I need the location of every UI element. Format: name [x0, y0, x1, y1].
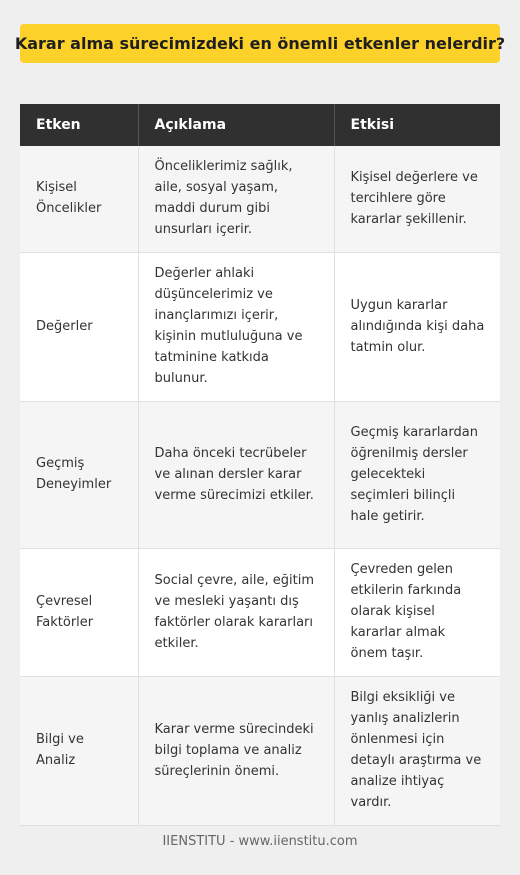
factor-cell: Değerler — [20, 253, 138, 402]
table-row — [20, 402, 500, 549]
column-header-description: Açıklama — [138, 104, 334, 146]
effect-cell: Kişisel değerlere ve tercihlere göre kararlar şekillenir. — [334, 146, 500, 253]
factor-cell: Bilgi ve Analiz — [20, 677, 138, 826]
table-row — [20, 677, 500, 826]
table-row — [20, 146, 500, 253]
effect-cell: Geçmiş kararlardan öğrenilmiş dersler gelecekteki seçimleri bilinçli hale getirir. — [334, 402, 500, 549]
page-title: Karar alma sürecimizdeki en önemli etkenler nelerdir? — [20, 24, 500, 63]
column-header-effect: Etkisi — [334, 104, 500, 146]
table-row — [20, 549, 500, 677]
description-cell: Önceliklerimiz sağlık, aile, sosyal yaşam, maddi durum gibi unsurları içerir. — [138, 146, 334, 253]
description-cell: Social çevre, aile, eğitim ve mesleki yaşantı dış faktörler olarak kararları etkiler. — [138, 549, 334, 677]
footer-credit: IIENSTITU - www.iienstitu.com — [162, 834, 358, 849]
factor-cell: Geçmiş Deneyimler — [20, 402, 138, 549]
factor-cell: Kişisel Öncelikler — [20, 146, 138, 253]
effect-cell: Uygun kararlar alındığında kişi daha tatmin olur. — [334, 253, 500, 402]
effect-cell: Çevreden gelen etkilerin farkında olarak kişisel kararlar almak önem taşır. — [334, 549, 500, 677]
description-cell: Değerler ahlaki düşüncelerimiz ve inançlarımızı içerir, kişinin mutluluğuna ve tatminine katkıda bulunur. — [138, 253, 334, 402]
table-header-row — [20, 104, 500, 146]
factors-table — [20, 104, 500, 826]
factor-cell: Çevresel Faktörler — [20, 549, 138, 677]
description-cell: Karar verme sürecindeki bilgi toplama ve analiz süreçlerinin önemi. — [138, 677, 334, 826]
table-row — [20, 253, 500, 402]
column-header-factor: Etken — [20, 104, 138, 146]
description-cell: Daha önceki tecrübeler ve alınan dersler karar verme sürecimizi etkiler. — [138, 402, 334, 549]
effect-cell: Bilgi eksikliği ve yanlış analizlerin önlenmesi için detaylı araştırma ve analize ihtiyaç vardır. — [334, 677, 500, 826]
